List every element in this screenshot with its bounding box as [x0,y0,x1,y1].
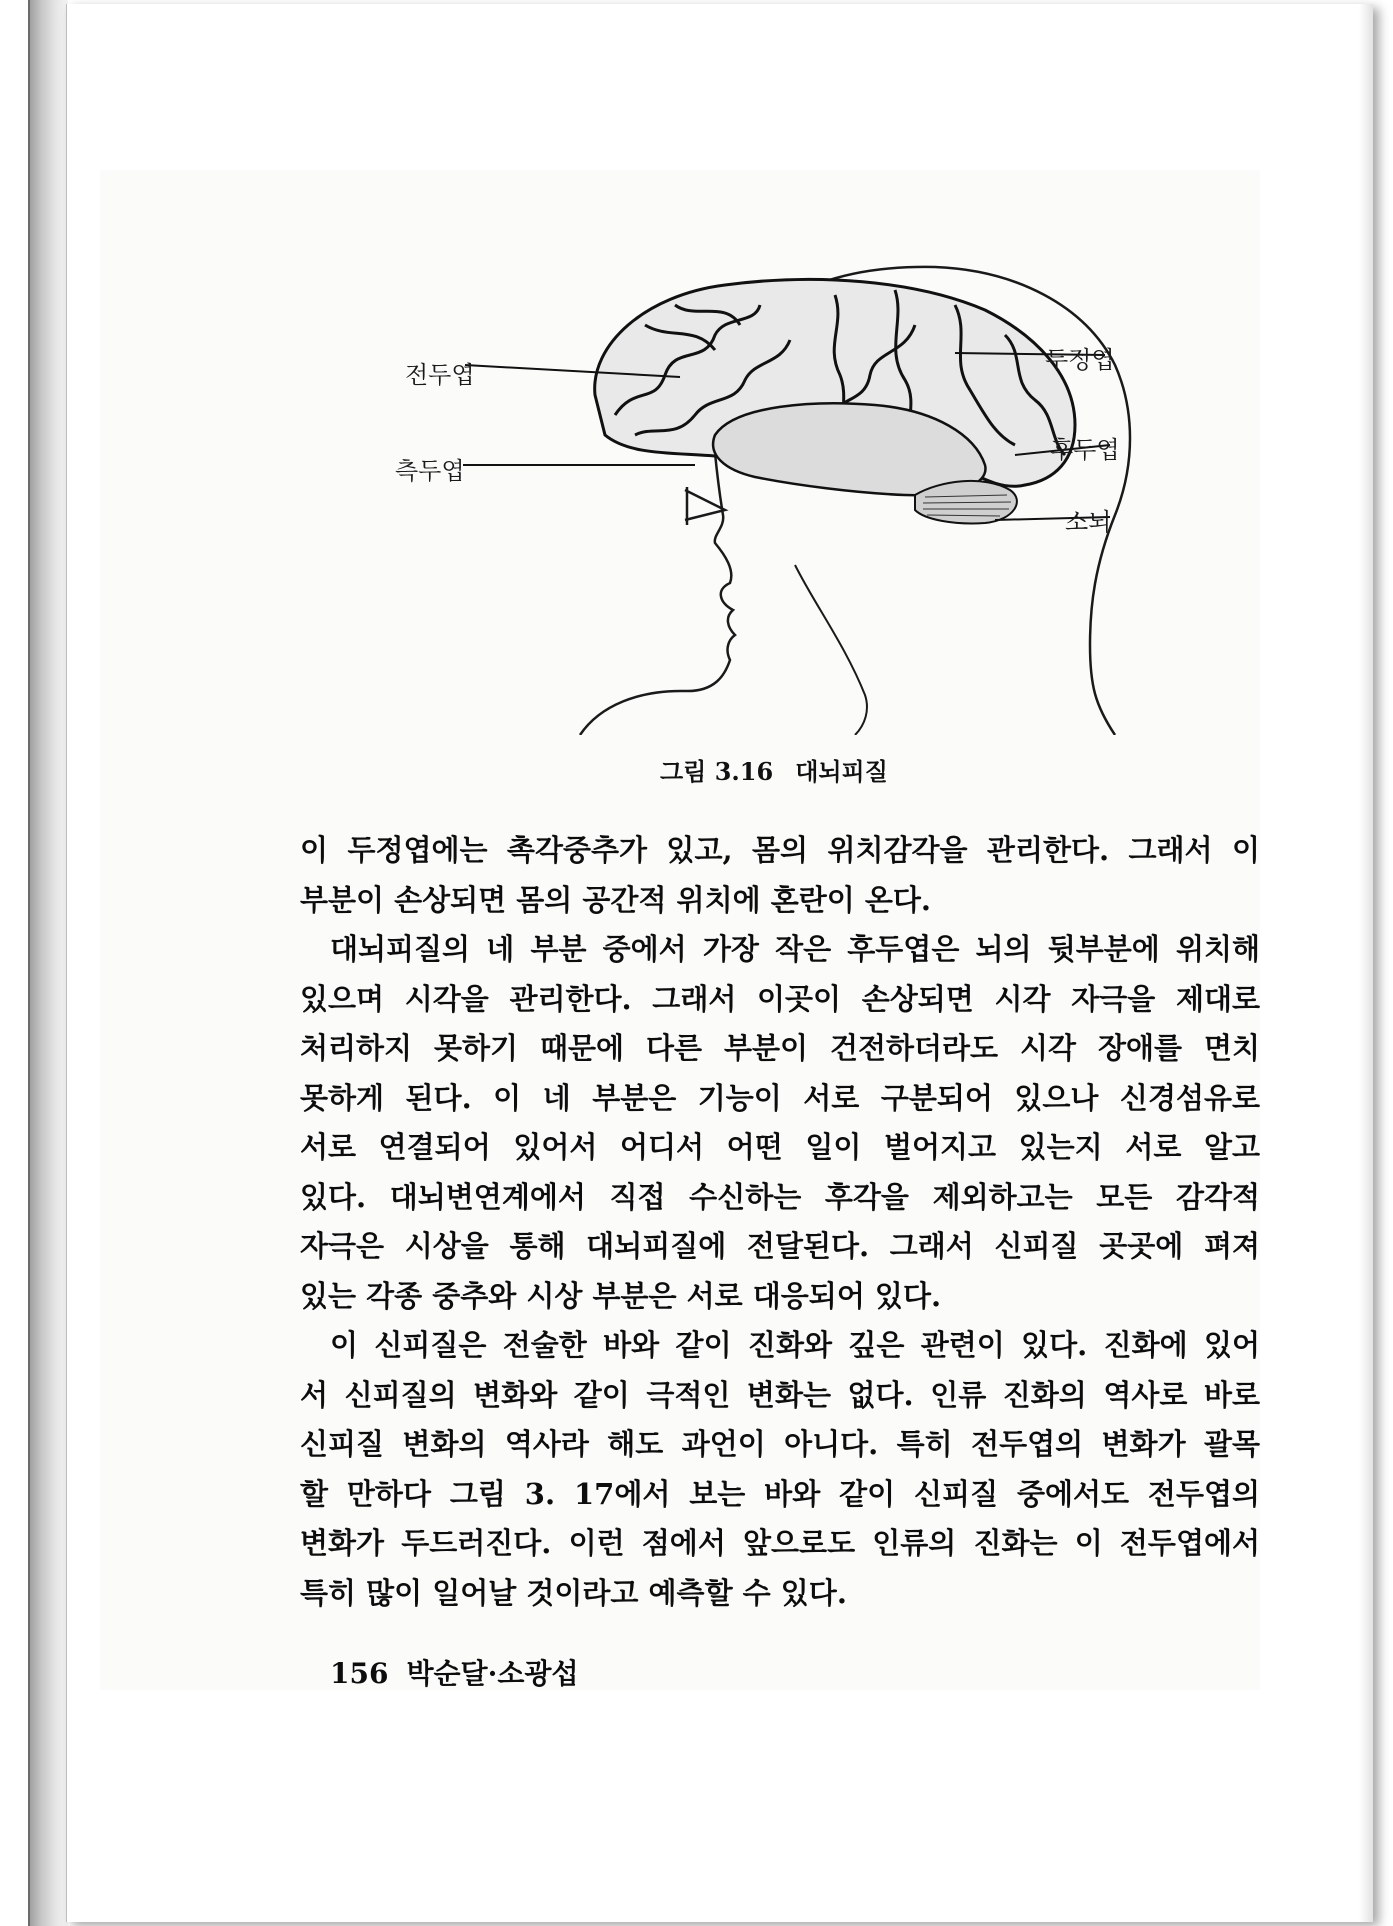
figure-caption [660,752,888,787]
book-spine-edge [28,0,30,1926]
book-spine [28,0,68,1926]
text-line: 있다. 대뇌변연계에서 직접 수신하는 후각을 제외하고는 모든 감각적 [300,1179,1260,1214]
label-parietal-lobe: 두정엽 [1045,346,1115,374]
body-text [300,826,1260,1618]
neck-line [795,565,867,735]
label-temporal-lobe: 측두엽 [395,457,465,485]
text-line: 서 신피질의 변화와 같이 극적인 변화는 없다. 인류 진화의 역사로 바로 [300,1377,1260,1412]
label-cerebellum: 소뇌 [1065,508,1112,536]
text-line: 신피질 변화의 역사라 해도 과언이 아니다. 특히 전두엽의 변화가 괄목 [300,1427,1260,1461]
text-line: 대뇌피질의 네 부분 중에서 가장 작은 후두엽은 뇌의 뒷부분에 위치해 [330,932,1260,966]
text-line: 못하게 된다. 이 네 부분은 기능이 서로 구분되어 있으나 신경섬유로 [300,1080,1260,1115]
text-line: 처리하지 못하기 때문에 다른 부분이 건전하더라도 시각 장애를 면치 [300,1031,1260,1065]
author-names: 박순달·소광섭 [406,1657,579,1690]
text-line: 이 두정엽에는 촉각중추가 있고, 몸의 위치감각을 관리한다. 그래서 이 [300,833,1260,867]
text-line: 이 신피질은 전술한 바와 같이 진화와 깊은 관련이 있다. 진화에 있어 [330,1328,1260,1362]
caption-number: 그림 3.16 [660,757,774,786]
text-line: 변화가 두드러진다. 이런 점에서 앞으로도 인류의 진화는 이 전두엽에서 [300,1526,1260,1560]
text-line: 자극은 시상을 통해 대뇌피질에 전달된다. 그래서 신피질 곳곳에 펴져 [300,1229,1260,1263]
page-footer [330,1652,579,1692]
text-line: 할 만하다 그림 3. 17에서 보는 바와 같이 신피질 중에서도 전두엽의 [300,1476,1260,1511]
text-line: 있는 각종 중추와 시상 부분은 서로 대응되어 있다. [300,1278,942,1313]
brain-illustration [395,265,1155,735]
page-edge-shadow [1359,4,1373,1922]
label-occipital-lobe: 후두엽 [1050,436,1120,464]
label-frontal-lobe: 전두엽 [405,361,475,389]
brain-figure [395,265,1155,735]
text-line: 있으며 시각을 관리한다. 그래서 이곳이 손상되면 시각 자극을 제대로 [300,981,1260,1016]
text-line: 서로 연결되어 있어서 어디서 어떤 일이 벌어지고 있는지 서로 알고 [300,1130,1260,1164]
text-line: 부분이 손상되면 몸의 공간적 위치에 혼란이 온다. [300,882,931,917]
page-number: 156 [330,1657,389,1690]
caption-title: 대뇌피질 [795,757,888,786]
text-line: 특히 많이 일어날 것이라고 예측할 수 있다. [300,1575,847,1610]
